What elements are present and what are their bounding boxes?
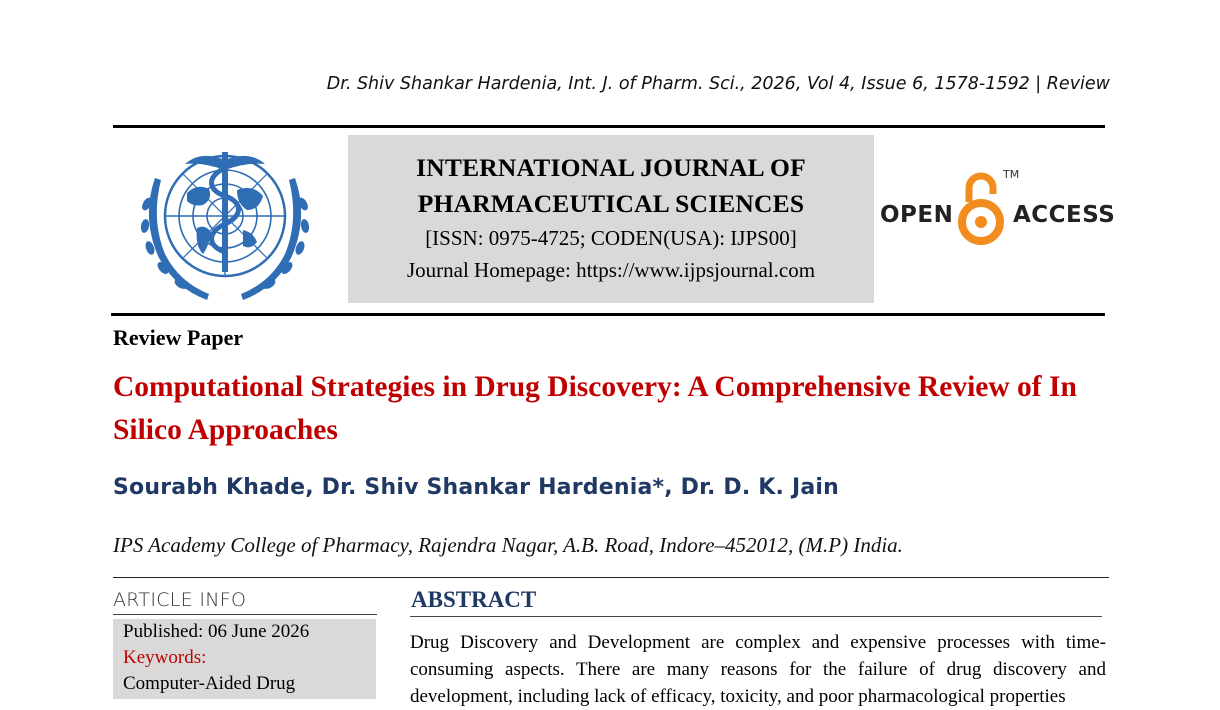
open-access-open-text: OPEN — [880, 202, 954, 228]
abstract-text: Drug Discovery and Development are complex and expensive processes with time-consuming aspects. There are many reasons for the failure of drug discovery and development, including lack of efficacy, toxicity, and poor pharmacological properties — [410, 632, 1106, 707]
open-access-access-text: ACCESS — [1013, 202, 1116, 228]
article-info-box — [113, 619, 376, 699]
published-date: Published: 06 June 2026 — [123, 621, 310, 642]
article-authors: Sourabh Khade, Dr. Shiv Shankar Hardenia*, Dr. D. K. Jain — [113, 475, 839, 500]
article-info-heading: ARTICLE INFO — [113, 589, 247, 611]
article-info-rule — [113, 614, 377, 615]
open-access-lock-icon — [955, 166, 1007, 250]
abstract-rule — [410, 616, 1102, 617]
top-rule — [113, 125, 1105, 128]
journal-homepage[interactable]: Journal Homepage: https://www.ijpsjournal.com — [406, 258, 816, 282]
review-type-label: Review Paper — [113, 325, 244, 350]
journal-issn: [ISSN: 0975-4725; CODEN(USA): IJPS00] — [425, 226, 797, 250]
keywords-label: Keywords: — [123, 647, 207, 668]
journal-emblem-logo — [125, 138, 325, 308]
open-access-trademark: TM — [1003, 168, 1020, 181]
masthead-bottom-rule — [111, 313, 1105, 316]
article-title: Computational Strategies in Drug Discovery: A Comprehensive Review of In Silico Approaches — [113, 371, 1077, 446]
journal-masthead — [348, 135, 874, 303]
open-access-logo — [880, 166, 1116, 252]
journal-title — [348, 150, 874, 222]
section-divider — [113, 577, 1109, 578]
keyword-item: Computer-Aided Drug — [123, 673, 296, 694]
abstract-heading: ABSTRACT — [411, 587, 537, 612]
author-affiliation: IPS Academy College of Pharmacy, Rajendra Nagar, A.B. Road, Indore–452012, (M.P) India. — [113, 533, 903, 557]
journal-title-line2: PHARMACEUTICAL SCIENCES — [417, 189, 805, 218]
running-head: Dr. Shiv Shankar Hardenia, Int. J. of Pharm. Sci., 2026, Vol 4, Issue 6, 1578-1592 | Review — [326, 74, 1110, 94]
journal-title-line1: INTERNATIONAL JOURNAL OF — [416, 153, 806, 182]
